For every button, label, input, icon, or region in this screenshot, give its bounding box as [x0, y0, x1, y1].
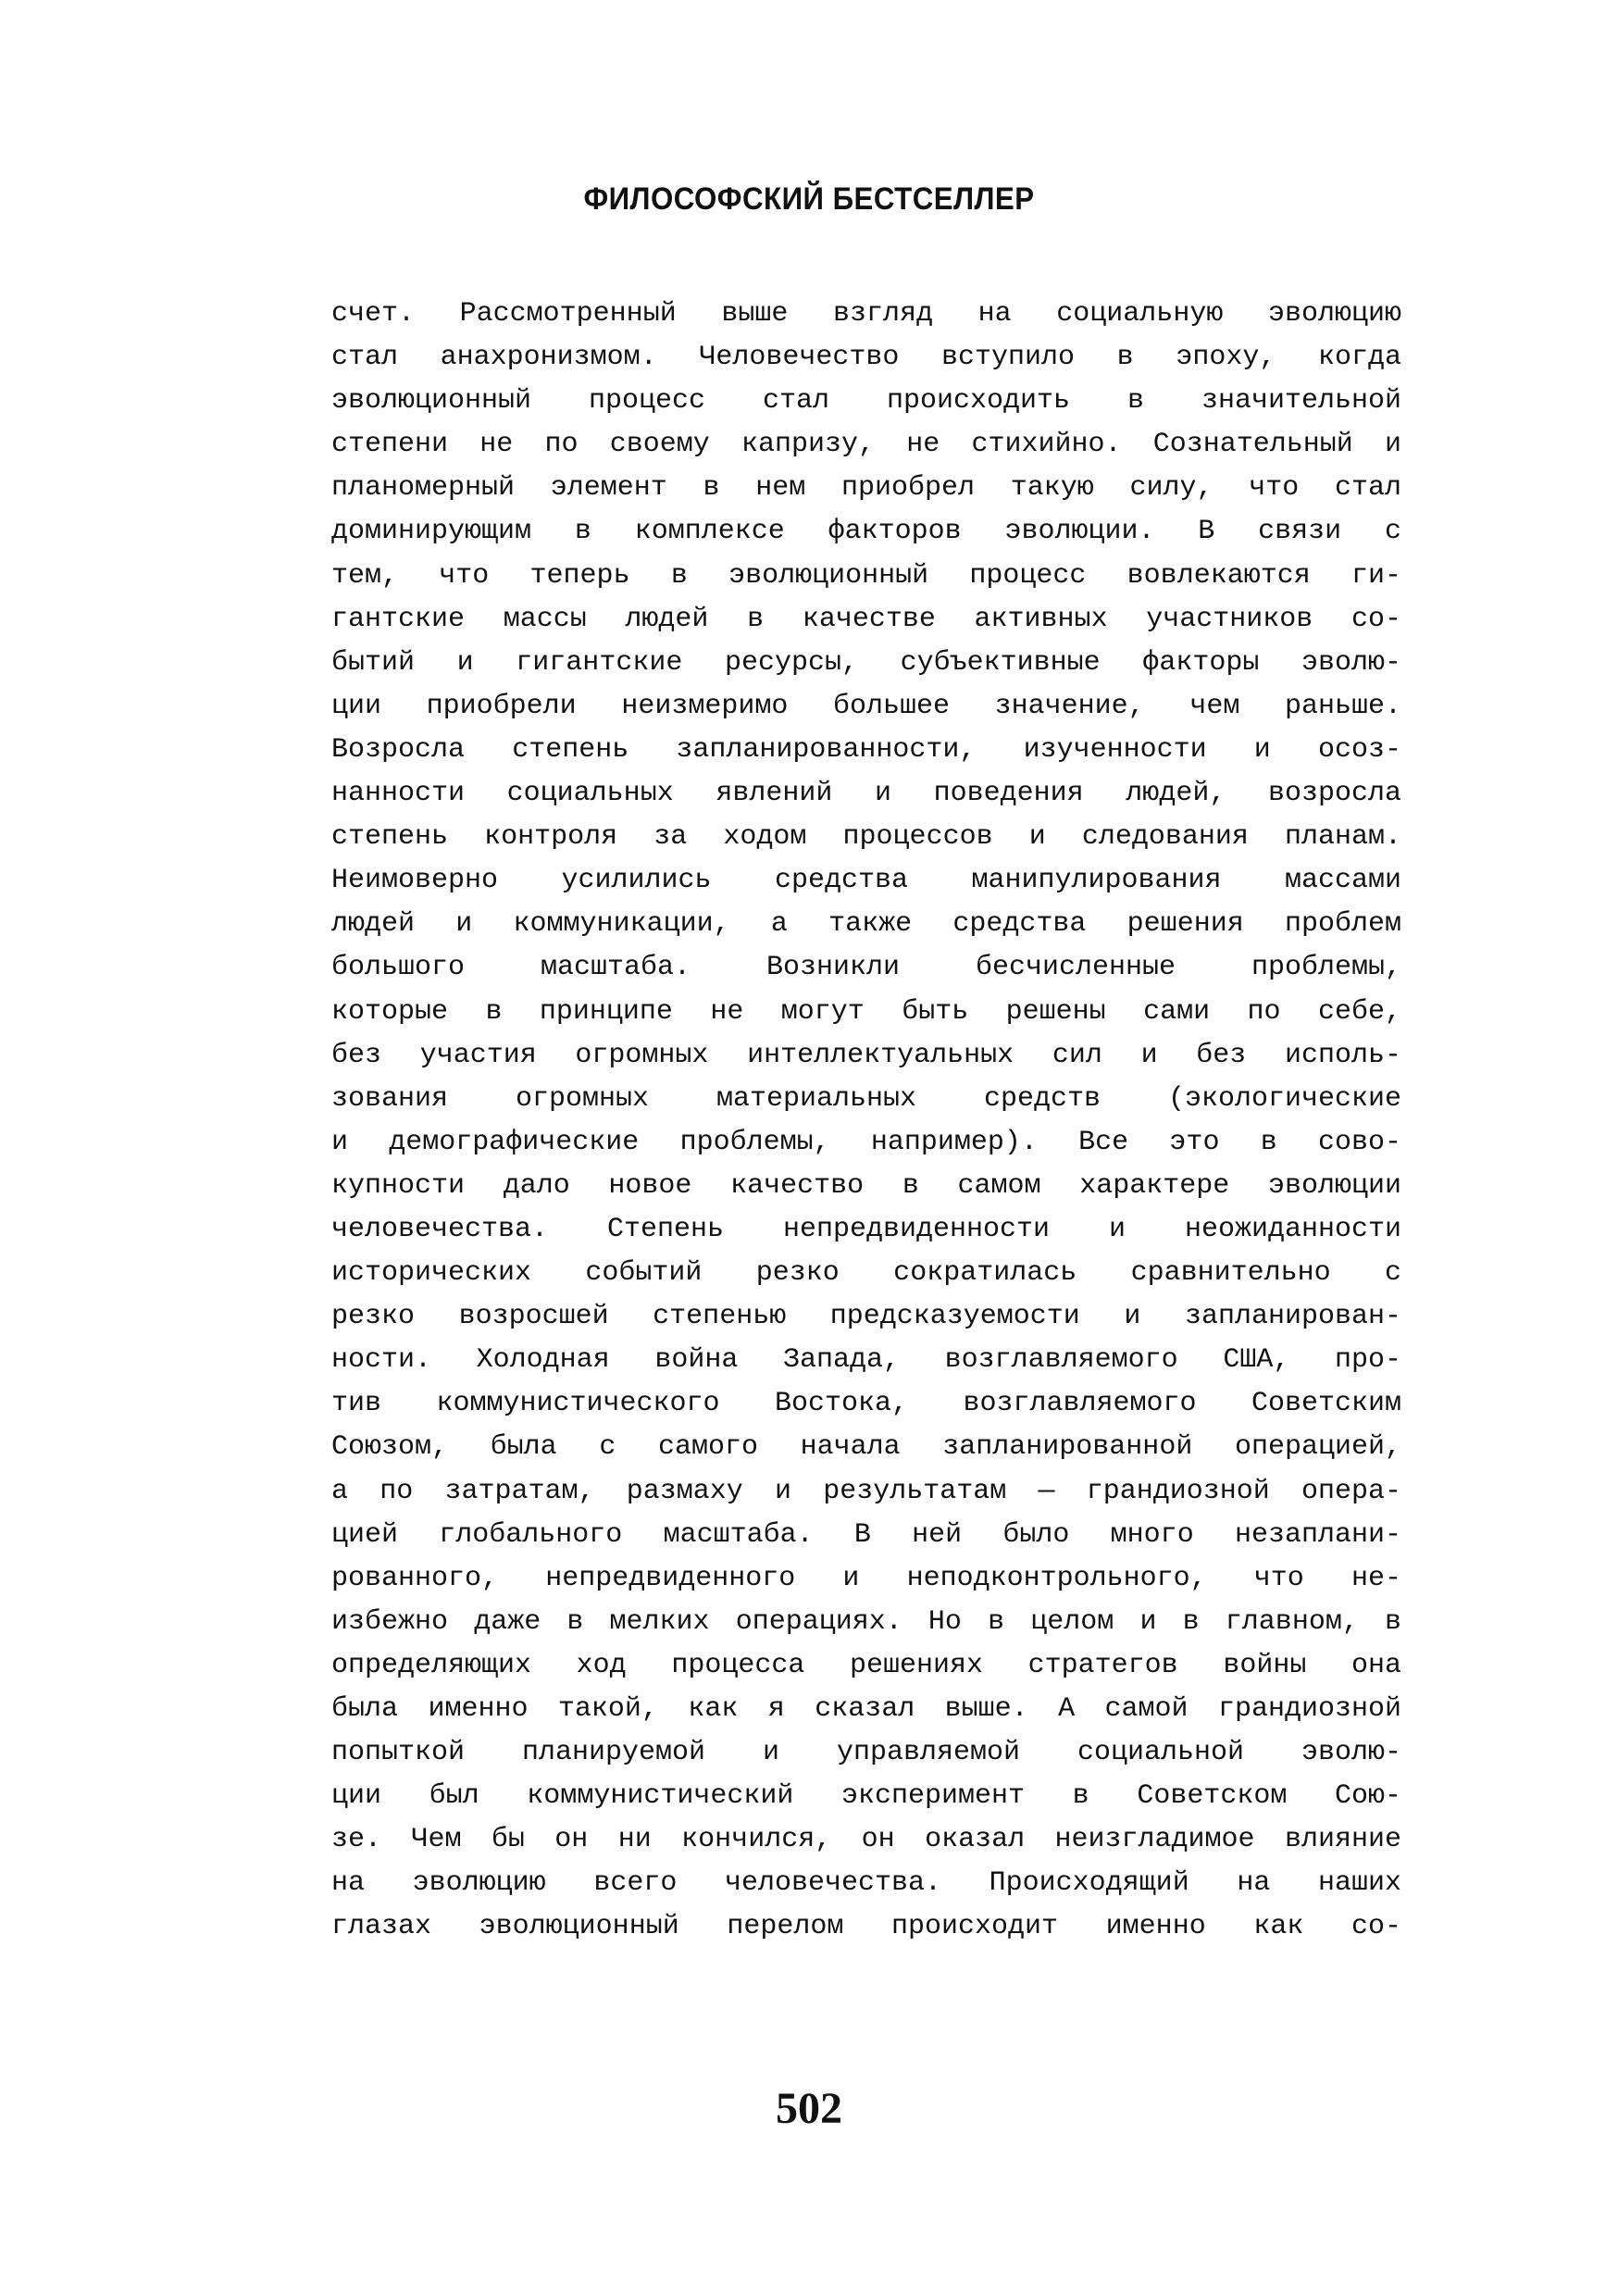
text-line: стал анахронизмом. Человечество вступило в эпоху, когда [331, 342, 1401, 374]
text-line: бытий и гигантские ресурсы, субъективные факторы эволю- [331, 646, 1401, 679]
text-line: счет. Рассмотренный выше взгляд на социальную эволюцию [331, 298, 1401, 330]
text-line: зе. Чем бы он ни кончился, он оказал неизгладимое влияние [331, 1824, 1401, 1856]
text-line: Союзом, была с самого начала запланированной операцией, [331, 1431, 1401, 1464]
text-line: гантские массы людей в качестве активных участников со- [331, 603, 1401, 635]
text-line: степень контроля за ходом процессов и следования планам. [331, 821, 1401, 854]
text-line: на эволюцию всего человечества. Происходящий на наших [331, 1867, 1401, 1900]
text-line: степени не по своему капризу, не стихийно. Сознательный и [331, 429, 1401, 461]
text-line: ции был коммунистический эксперимент в Советском Сою- [331, 1780, 1401, 1813]
text-line: резко возросшей степенью предсказуемости и запланирован- [331, 1301, 1401, 1333]
text-line: тив коммунистического Востока, возглавляемого Советским [331, 1388, 1401, 1420]
text-line: людей и коммуникации, а также средства решения проблем [331, 908, 1401, 941]
body-text-block [331, 293, 1401, 1950]
text-line: глазах эволюционный перелом происходит именно как со- [331, 1911, 1401, 1943]
text-line: была именно такой, как я сказал выше. А самой грандиозной [331, 1693, 1401, 1725]
text-line: зования огромных материальных средств (экологические [331, 1082, 1401, 1115]
text-line: попыткой планируемой и управляемой социальной эволю- [331, 1737, 1401, 1769]
text-line: цией глобального масштаба. В ней было много незаплани- [331, 1518, 1401, 1551]
text-line: планомерный элемент в нем приобрел такую силу, что стал [331, 472, 1401, 505]
text-line: определяющих ход процесса решениях стратегов войны она [331, 1649, 1401, 1681]
text-line: доминирующим в комплексе факторов эволюции. В связи с [331, 516, 1401, 548]
text-line: тем, что теперь в эволюционный процесс вовлекаются ги- [331, 559, 1401, 592]
text-line: Возросла степень запланированности, изученности и осоз- [331, 733, 1401, 766]
text-line: купности дало новое качество в самом характере эволюции [331, 1169, 1401, 1202]
text-line: без участия огромных интеллектуальных сил и без исполь- [331, 1039, 1401, 1071]
text-line: ции приобрели неизмеримо большее значение, чем раньше. [331, 690, 1401, 722]
running-header-title: ФИЛОСОФСКИЙ БЕСТСЕЛЛЕР [583, 181, 1035, 217]
page-number: 502 [776, 2084, 842, 2133]
text-line: большого масштаба. Возникли бесчисленные проблемы, [331, 952, 1401, 984]
text-line: исторических событий резко сократилась сравнительно с [331, 1257, 1401, 1290]
text-line: а по затратам, размаху и результатам — грандиозной опера- [331, 1475, 1401, 1507]
text-line: человечества. Степень непредвиденности и неожиданности [331, 1213, 1401, 1245]
text-line: рованного, непредвиденного и неподконтрольного, что не- [331, 1562, 1401, 1594]
text-line: и демографические проблемы, например). Все это в сово- [331, 1126, 1401, 1158]
text-line: ности. Холодная война Запада, возглавляемого США, про- [331, 1344, 1401, 1377]
text-line: эволюционный процесс стал происходить в значительной [331, 385, 1401, 418]
text-line: избежно даже в мелких операциях. Но в целом и в главном, в [331, 1605, 1401, 1638]
text-line: Неимоверно усилились средства манипулирования массами [331, 865, 1401, 897]
text-line: которые в принципе не могут быть решены сами по себе, [331, 995, 1401, 1028]
text-line: нанности социальных явлений и поведения людей, возросла [331, 778, 1401, 810]
